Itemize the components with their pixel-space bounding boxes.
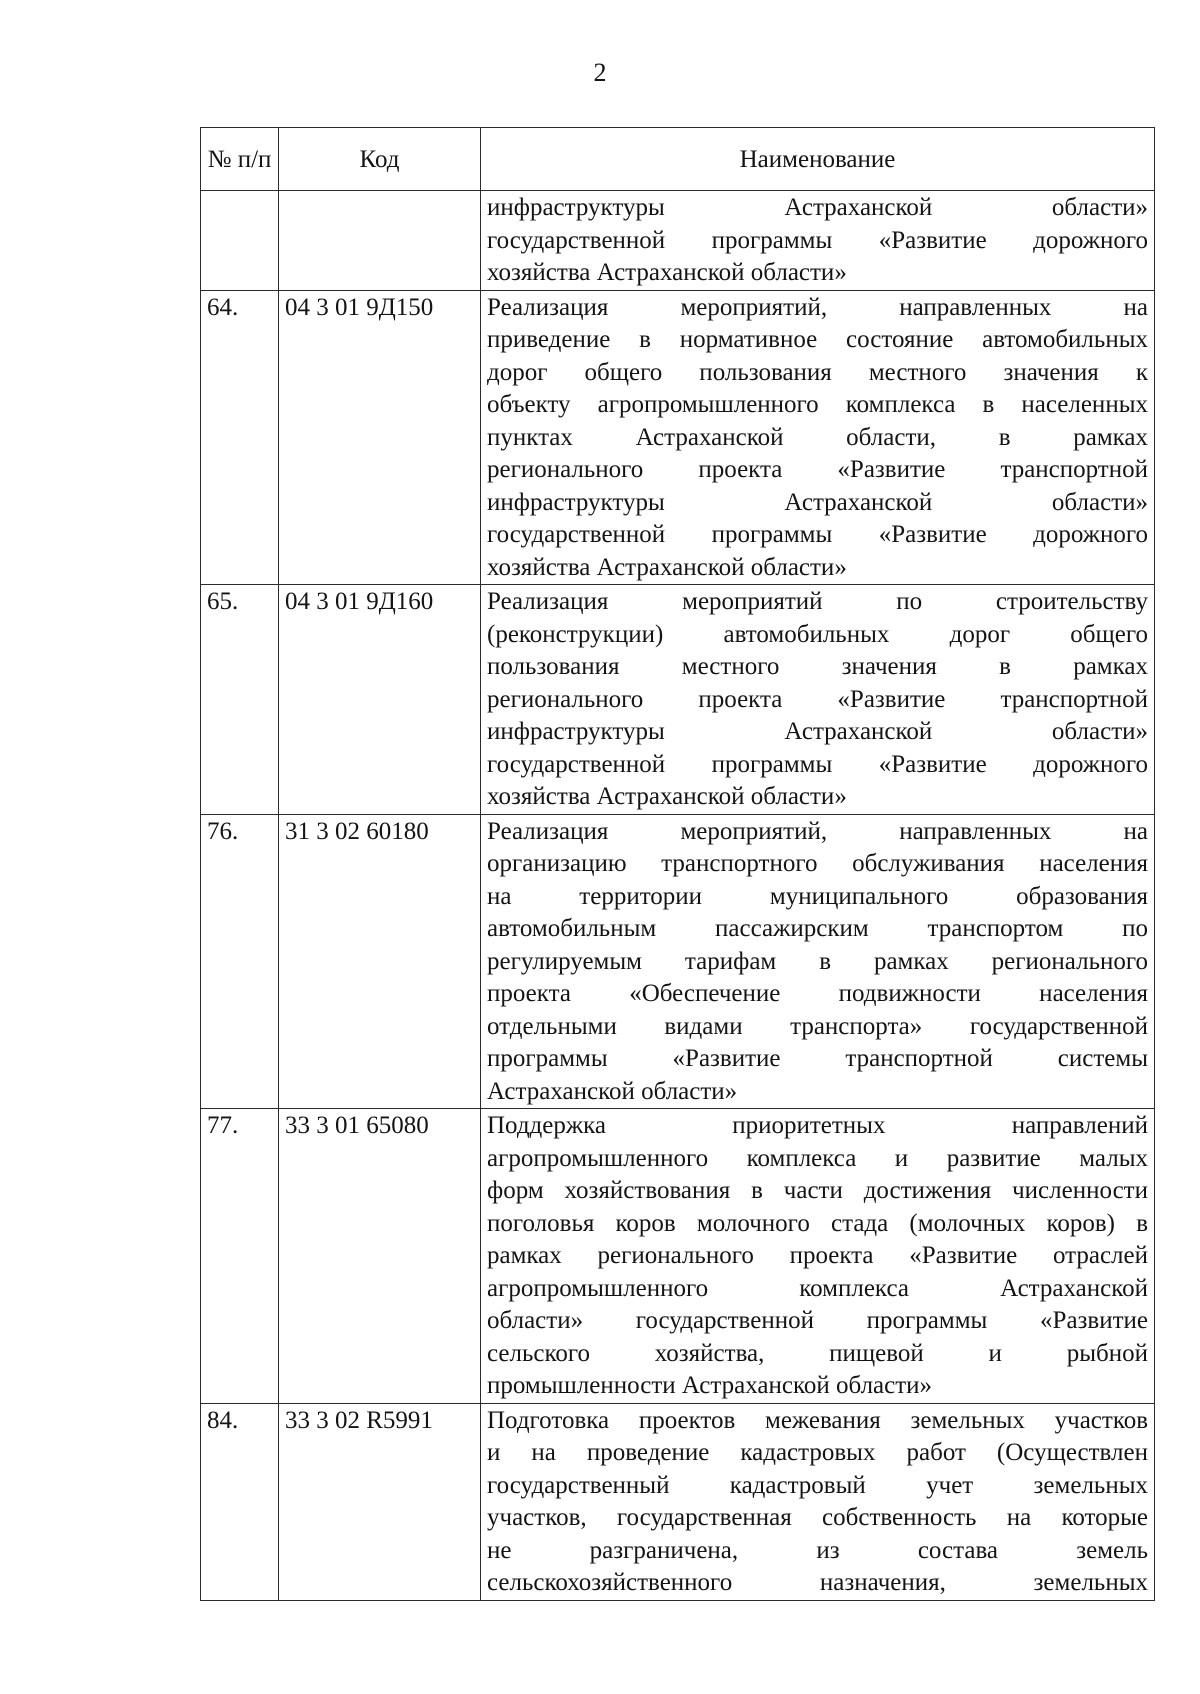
name-line: Реализация мероприятий, направленных на xyxy=(487,817,1148,845)
name-line: хозяйства Астраханской области» xyxy=(487,259,847,286)
row-number: 64. xyxy=(201,290,279,585)
name-line: инфраструктуры Астраханской области» xyxy=(487,718,1148,745)
name-line: сельского хозяйства, пищевой и рыбной xyxy=(487,1339,1148,1367)
name-line: регионального проекта «Развитие транспортной xyxy=(487,456,1148,483)
row-code: 04 3 01 9Д150 xyxy=(279,290,481,585)
name-line: инфраструктуры Астраханской области» xyxy=(487,488,1148,516)
row-code: 04 3 01 9Д160 xyxy=(279,585,481,815)
name-line: участков, государственная собственность на которые xyxy=(487,1504,1148,1531)
name-line: хозяйства Астраханской области» xyxy=(487,553,847,581)
row-name xyxy=(481,1109,1155,1404)
name-line: автомобильным пассажирским транспортом по xyxy=(487,915,1148,942)
header-num: № п/п xyxy=(201,128,279,191)
name-line: отдельными видами транспорта» государственной xyxy=(487,1012,1148,1040)
row-name xyxy=(481,814,1155,1109)
row-name xyxy=(481,585,1155,815)
name-line: (реконструкции) автомобильных дорог общего xyxy=(487,620,1148,648)
table-row xyxy=(201,1403,1155,1600)
name-line: на территории муниципального образования xyxy=(487,882,1148,910)
row-name xyxy=(481,290,1155,585)
table-row xyxy=(201,585,1155,815)
header-name: Наименование xyxy=(481,128,1155,191)
name-line: государственный кадастровый учет земельных xyxy=(487,1471,1148,1499)
name-line: агропромышленного комплекса Астраханской xyxy=(487,1274,1148,1302)
name-line: регионального проекта «Развитие транспортной xyxy=(487,685,1148,713)
row-number: 84. xyxy=(201,1403,279,1600)
row-number: 76. xyxy=(201,814,279,1109)
name-line: дорог общего пользования местного значения к xyxy=(487,358,1148,386)
header-code: Код xyxy=(279,128,481,191)
name-line: форм хозяйствования в части достижения численности xyxy=(487,1177,1148,1204)
row-code xyxy=(279,191,481,291)
name-line: поголовья коров молочного стада (молочных коров) в xyxy=(487,1209,1148,1237)
name-line: не разграничена, из состава земель xyxy=(487,1536,1148,1564)
name-line: сельскохозяйственного назначения, земельных xyxy=(487,1569,1148,1596)
row-number xyxy=(201,191,279,291)
page-number: 2 xyxy=(593,58,607,87)
table-row xyxy=(201,290,1155,585)
name-line: объекту агропромышленного комплекса в населенных xyxy=(487,391,1148,418)
row-name xyxy=(481,1403,1155,1600)
name-line: пунктах Астраханской области, в рамках xyxy=(487,423,1148,451)
name-line: государственной программы «Развитие дорожного xyxy=(487,521,1148,548)
name-line: программы «Развитие транспортной системы xyxy=(487,1045,1148,1072)
name-line: проекта «Обеспечение подвижности населения xyxy=(487,980,1148,1007)
name-line: и на проведение кадастровых работ (Осуществлен xyxy=(487,1439,1148,1466)
name-line: Реализация мероприятий по строительству xyxy=(487,588,1148,615)
name-line: организацию транспортного обслуживания населения xyxy=(487,850,1148,877)
table-row xyxy=(201,814,1155,1109)
row-code: 33 3 02 R5991 xyxy=(279,1403,481,1600)
name-line: Астраханской области» xyxy=(487,1077,738,1105)
row-name xyxy=(481,191,1155,291)
name-line: пользования местного значения в рамках xyxy=(487,653,1148,680)
table-body xyxy=(201,191,1155,1601)
name-line: Подготовка проектов межевания земельных участков xyxy=(487,1406,1148,1434)
name-line: рамках регионального проекта «Развитие отраслей xyxy=(487,1242,1148,1269)
name-line: промышленности Астраханской области» xyxy=(487,1372,933,1399)
row-code: 33 3 01 65080 xyxy=(279,1109,481,1404)
name-line: регулируемым тарифам в рамках регионального xyxy=(487,947,1148,975)
table-header-row xyxy=(201,128,1155,191)
name-line: государственной программы «Развитие дорожного xyxy=(487,750,1148,778)
row-code: 31 3 02 60180 xyxy=(279,814,481,1109)
name-line: государственной программы «Развитие дорожного xyxy=(487,226,1148,254)
name-line: Поддержка приоритетных направлений xyxy=(487,1112,1148,1139)
budget-codes-table xyxy=(200,127,1155,1601)
row-number: 65. xyxy=(201,585,279,815)
name-line: агропромышленного комплекса и развитие малых xyxy=(487,1144,1148,1172)
table-row xyxy=(201,1109,1155,1404)
name-line: хозяйства Астраханской области» xyxy=(487,783,847,810)
name-line: инфраструктуры Астраханской области» xyxy=(487,194,1148,221)
table-row xyxy=(201,191,1155,291)
name-line: Реализация мероприятий, направленных на xyxy=(487,293,1148,321)
name-line: приведение в нормативное состояние автомобильных xyxy=(487,326,1148,353)
name-line: области» государственной программы «Развитие xyxy=(487,1307,1148,1334)
row-number: 77. xyxy=(201,1109,279,1404)
